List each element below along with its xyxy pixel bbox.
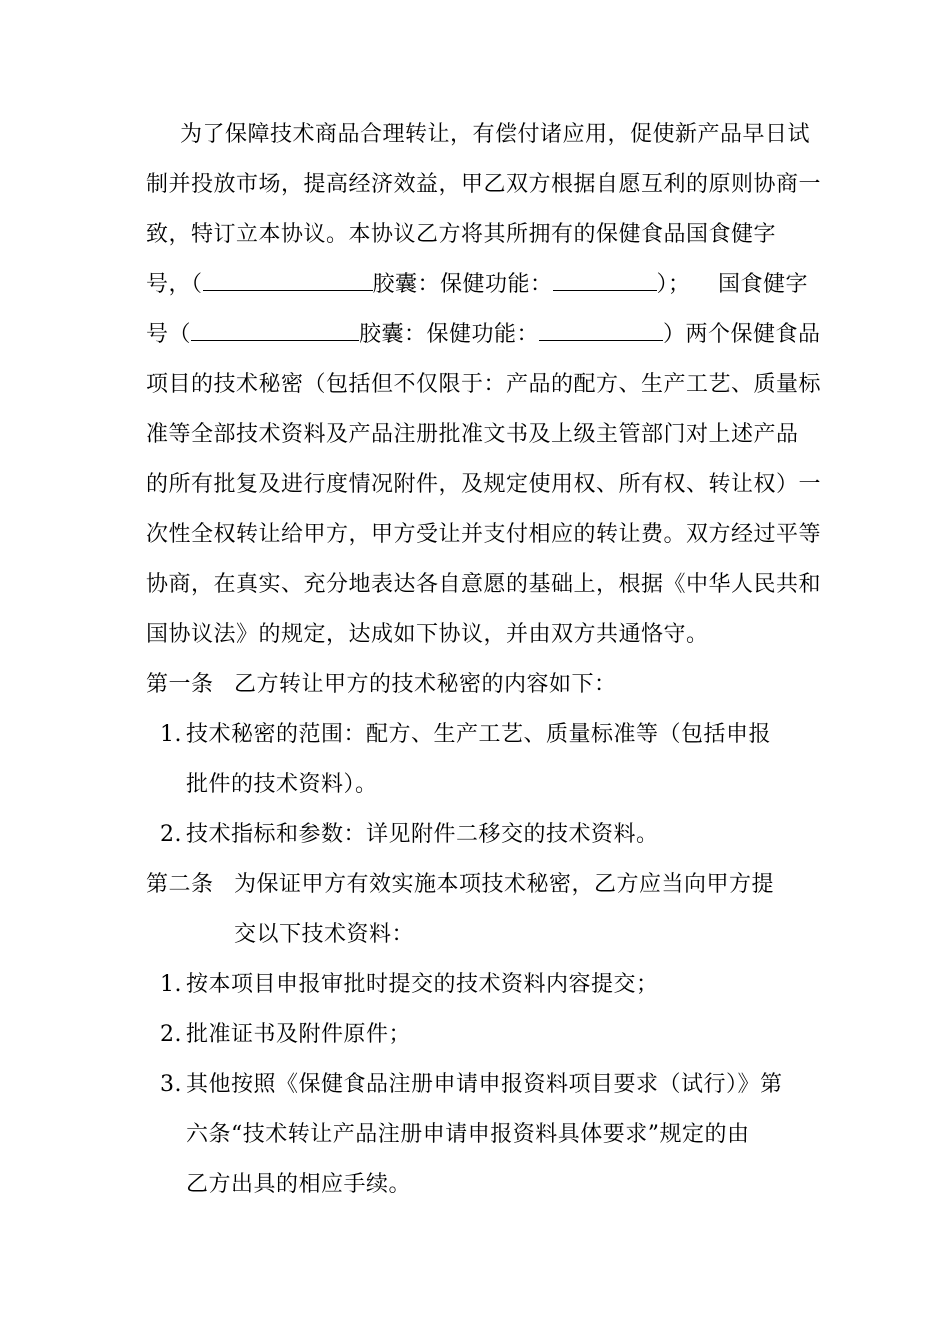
intro-line-5-c: ）两个保健食品 (663, 322, 821, 347)
intro-line-7: 准等全部技术资料及产品注册批准文书及上级主管部门对上述产品 (146, 422, 799, 447)
intro-line-4-c: ）； (656, 272, 691, 297)
intro-line-1: 为了保障技术商品合理转让，有偿付诸应用，促使新产品早日试 (180, 122, 811, 147)
article-1-item-2-line-1: 技术指标和参数：详见附件二移交的技术资料。 (186, 822, 659, 847)
article-1-item-1-line-2: 批件的技术资料）。 (186, 772, 378, 797)
article-2-item-3-line-2: 六条“技术转让产品注册申请申报资料具体要求”规定的由 (186, 1122, 750, 1147)
article-2-item-1-line-1: 按本项目申报审批时提交的技术资料内容提交； (186, 972, 659, 997)
intro-line-10: 协商，在真实、充分地表达各自意愿的基础上，根据《中华人民共和 (146, 572, 822, 597)
article-2-item-3-line-1: 其他按照《保健食品注册申请申报资料项目要求（试行）》第 (186, 1072, 783, 1097)
article-2-item-1-num: 1. (160, 972, 182, 997)
article-2-item-3-num: 3. (160, 1072, 182, 1097)
article-1-item-1-line-1: 技术秘密的范围：配方、生产工艺、质量标准等（包括申报 (186, 722, 772, 747)
intro-line-4-b: 胶囊：保健功能： (372, 272, 553, 297)
fill-blank-approval-no-2[interactable] (191, 324, 359, 341)
article-2-line-2: 交以下技术资料： (234, 922, 415, 947)
intro-line-8: 的所有批复及进行度情况附件，及规定使用权、所有权、转让权）一 (146, 472, 822, 497)
article-2-line-1: 为保证甲方有效实施本项技术秘密，乙方应当向甲方提 (234, 872, 775, 897)
article-1-text: 乙方转让甲方的技术秘密的内容如下： (234, 672, 617, 697)
intro-line-4-d: 国食健字 (718, 272, 809, 297)
article-1-item-2-num: 2. (160, 822, 182, 847)
intro-line-5-b: 胶囊：保健功能： (359, 322, 540, 347)
fill-blank-approval-no-1[interactable] (203, 274, 373, 291)
intro-line-4 (146, 272, 691, 298)
article-2-item-2-line-1: 批准证书及附件原件； (186, 1022, 412, 1047)
intro-line-11: 国协议法》的规定，达成如下协议，并由双方共通恪守。 (146, 622, 709, 647)
article-1-item-1-num: 1. (160, 722, 182, 747)
fill-blank-function-2[interactable] (539, 324, 663, 341)
fill-blank-function-1[interactable] (553, 274, 657, 291)
article-1-title: 第一条 (146, 672, 214, 697)
intro-line-4-a: 号，（ (146, 272, 203, 297)
intro-line-3: 致，特订立本协议。本协议乙方将其所拥有的保健食品国食健字 (146, 222, 777, 247)
intro-line-6: 项目的技术秘密（包括但不仅限于：产品的配方、生产工艺、质量标 (146, 372, 822, 397)
intro-line-5-a: 号（ (146, 322, 192, 347)
intro-line-2: 制并投放市场，提高经济效益，甲乙双方根据自愿互利的原则协商一 (146, 172, 822, 197)
article-2-item-3-line-3: 乙方出具的相应手续。 (186, 1172, 412, 1197)
article-2-item-2-num: 2. (160, 1022, 182, 1047)
intro-line-9: 次性全权转让给甲方，甲方受让并支付相应的转让费。双方经过平等 (146, 522, 822, 547)
article-2-title: 第二条 (146, 872, 214, 897)
intro-line-5 (146, 322, 821, 348)
